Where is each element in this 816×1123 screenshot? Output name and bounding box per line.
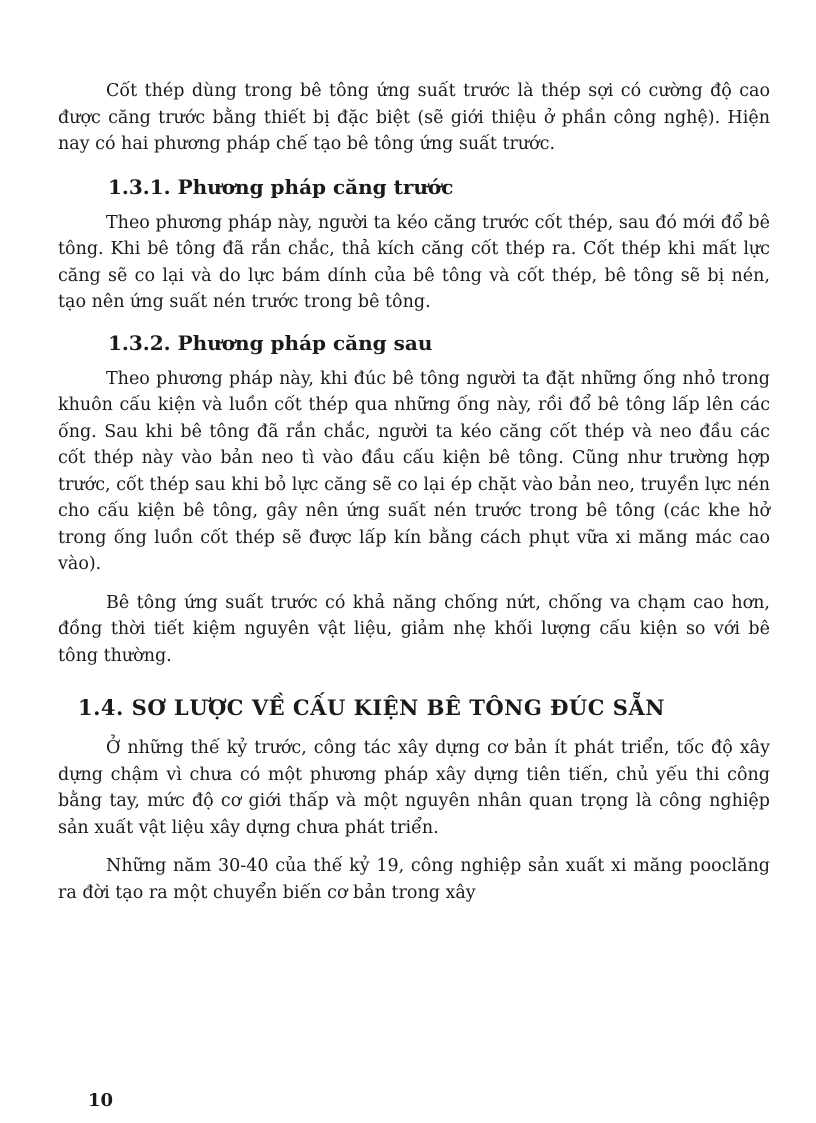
body-paragraph: Theo phương pháp này, người ta kéo căng trước cốt thép, sau đó mới đổ bê tông. Khi bê tông đã rắn chắc, thả kích căng cốt thép ra. Cốt thép khi mất lực căng sẽ co lại và do lực bám dính của bê tông và cốt thép, bê tông sẽ bị nén, tạo nên ứng suất nén trước trong bê tông.	[58, 212, 770, 312]
section-precast	[58, 695, 770, 906]
section-posttension	[58, 330, 770, 670]
body-paragraph: Ở những thế kỷ trước, công tác xây dựng cơ bản ít phát triển, tốc độ xây dựng chậm vì chưa có một phương pháp xây dựng tiên tiến, chủ yếu thi công bằng tay, mức độ cơ giới thấp và một nguyên nhân quan trọng là công nghiệp sản xuất vật liệu xây dựng chưa phát triển.	[58, 738, 770, 838]
document-page	[58, 78, 770, 920]
intro-paragraph: Cốt thép dùng trong bê tông ứng suất trước là thép sợi có cường độ cao được căng trước bằng thiết bị đặc biệt (sẽ giới thiệu ở phần công nghệ). Hiện nay có hai phương pháp chế tạo bê tông ứng suất trước.	[58, 81, 770, 154]
section-heading: 1.3.2. Phương pháp căng sau	[108, 330, 433, 355]
page-number: 10	[88, 1090, 114, 1111]
body-paragraph: Bê tông ứng suất trước có khả năng chống nứt, chống va chạm cao hơn, đồng thời tiết kiệm nguyên vật liệu, giảm nhẹ khối lượng cấu kiện so với bê tông thường.	[58, 592, 770, 666]
body-paragraph: Theo phương pháp này, khi đúc bê tông người ta đặt những ống nhỏ trong khuôn cấu kiện và luồn cốt thép qua những ống này, rồi đổ bê tông lấp lên các ống. Sau khi bê tông đã rắn chắc, người ta kéo căng cốt thép và neo đầu các cốt thép này vào bản neo tì vào đầu cấu kiện bê tông. Cũng như trường hợp trước, cốt thép sau khi bỏ lực căng sẽ co lại ép chặt vào bản neo, truyền lực nén cho cấu kiện bê tông, gây nên ứng suất nén trước trong bê tông (các khe hở trong ống luồn cốt thép sẽ được lấp kín bằng cách phụt vữa xi măng mác cao vào).	[58, 368, 770, 574]
section-heading: 1.4. SƠ LƯỢC VỀ CẤU KIỆN BÊ TÔNG ĐÚC SẴN	[78, 695, 665, 720]
body-paragraph: Những năm 30-40 của thế kỷ 19, công nghiệp sản xuất xi măng pooclăng ra đời tạo ra một chuyển biến cơ bản trong xây	[58, 856, 770, 903]
section-heading: 1.3.1. Phương pháp căng trước	[108, 174, 454, 199]
section-pretension	[58, 174, 770, 316]
